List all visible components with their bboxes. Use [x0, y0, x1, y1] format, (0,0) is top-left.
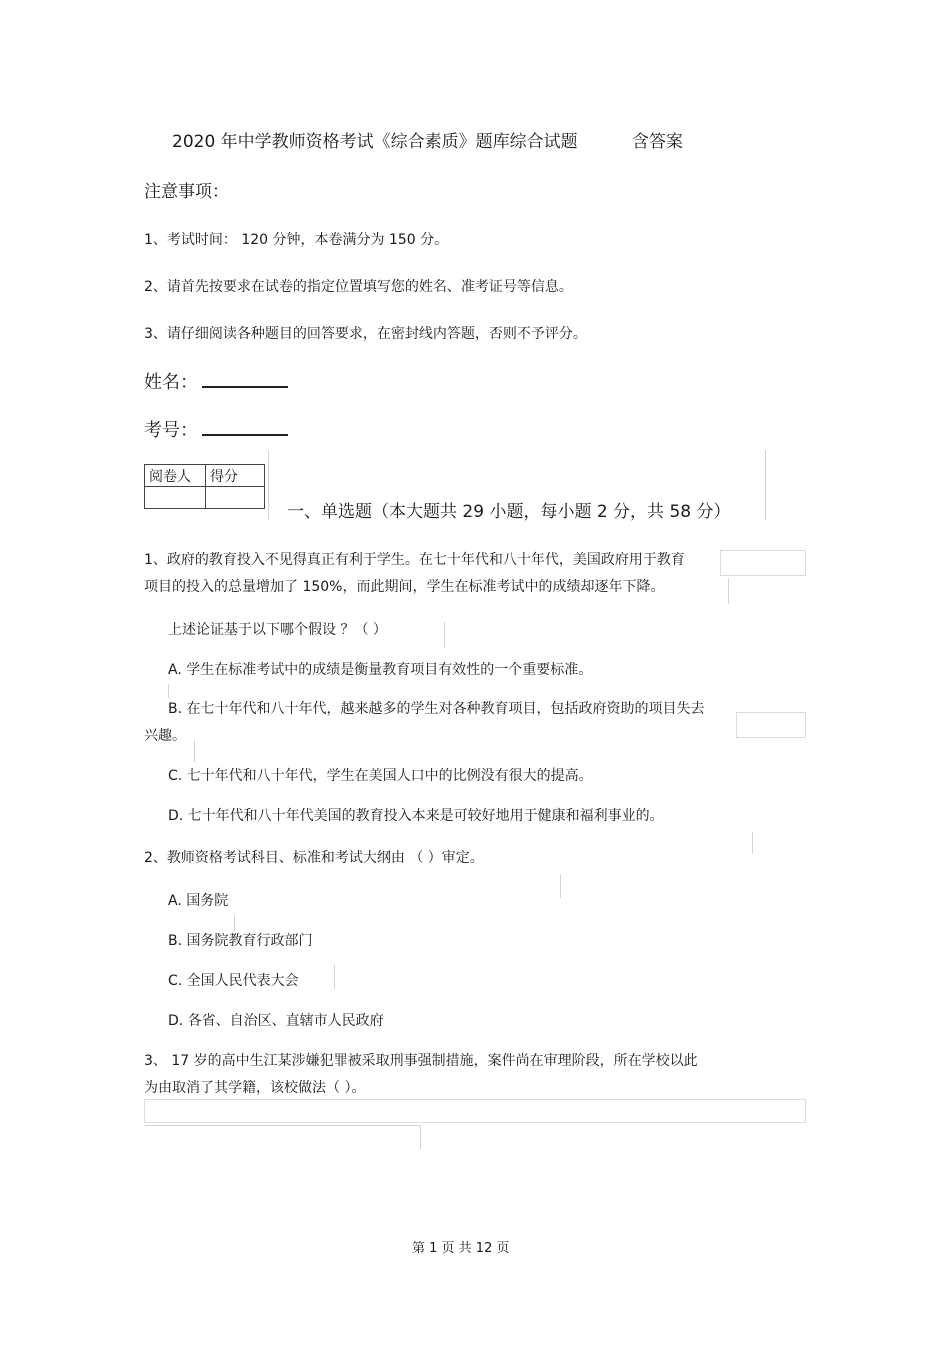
- score-table-cell-score[interactable]: [206, 487, 265, 509]
- page-footer: 第 1 页 共 12 页: [412, 1241, 510, 1256]
- q1-prompt: 上述论证基于以下哪个假设 ？（ ）: [168, 622, 387, 638]
- decor-line: [560, 874, 561, 898]
- page-title: 2020 年中学教师资格考试《综合素质》题库综合试题: [172, 132, 578, 152]
- q3-stem-line2: 为由取消了其学籍，该校做法（ ）。: [144, 1080, 366, 1096]
- notice-item-3: 3、请仔细阅读各种题目的回答要求，在密封线内答题，否则不予评分。: [144, 326, 587, 342]
- exam-no-label: 考号：: [144, 420, 198, 441]
- exam-no-blank[interactable]: [202, 434, 288, 436]
- score-table-header-score: 得分: [206, 465, 265, 487]
- decor-line: [420, 1125, 421, 1149]
- decor-line: [752, 832, 753, 854]
- decor-line: [144, 1125, 420, 1126]
- decor-box: [736, 712, 806, 738]
- name-blank[interactable]: [202, 386, 288, 388]
- decor-line: [194, 740, 195, 762]
- decor-line: [234, 915, 235, 931]
- decor-line: [334, 965, 335, 989]
- q2-option-c[interactable]: C. 全国人民代表大会: [168, 973, 299, 989]
- decor-line: [268, 450, 269, 520]
- q1-option-b-line1[interactable]: B. 在七十年代和八十年代，越来越多的学生对各种教育项目，包括政府资助的项目失去: [168, 701, 705, 717]
- q1-option-d[interactable]: D. 七十年代和八十年代美国的教育投入本来是可较好地用于健康和福利事业的。: [168, 808, 664, 824]
- decor-line: [168, 684, 169, 698]
- score-table-cell-grader[interactable]: [145, 487, 206, 509]
- q2-option-a[interactable]: A. 国务院: [168, 893, 229, 909]
- page-title-suffix: 含答案: [632, 132, 683, 152]
- q2-stem: 2、教师资格考试科目、标准和考试大纲由 （ ）审定。: [144, 850, 484, 866]
- notice-heading: 注意事项：: [144, 182, 229, 202]
- decor-line: [728, 578, 729, 604]
- score-table-header-grader: 阅卷人: [145, 465, 206, 487]
- decor-box: [144, 1099, 806, 1123]
- q1-stem-line2: 项目的投入的总量增加了 150%，而此期间，学生在标准考试中的成绩却逐年下降。: [144, 579, 665, 595]
- notice-item-1: 1、考试时间： 120 分钟，本卷满分为 150 分。: [144, 232, 449, 248]
- notice-item-2: 2、请首先按要求在试卷的指定位置填写您的姓名、准考证号等信息。: [144, 279, 573, 295]
- decor-line: [765, 450, 766, 520]
- q1-option-a[interactable]: A. 学生在标准考试中的成绩是衡量教育项目有效性的一个重要标准。: [168, 662, 593, 678]
- name-label: 姓名：: [144, 372, 198, 393]
- q2-option-b[interactable]: B. 国务院教育行政部门: [168, 933, 313, 949]
- q1-option-c[interactable]: C. 七十年代和八十年代，学生在美国人口中的比例没有很大的提高。: [168, 768, 593, 784]
- q1-option-b-line2[interactable]: 兴趣。: [144, 728, 186, 744]
- q1-stem-line1: 1、政府的教育投入不见得真正有利于学生。在七十年代和八十年代，美国政府用于教育: [144, 552, 685, 568]
- decor-box: [720, 550, 806, 576]
- score-table: [144, 464, 265, 509]
- q3-stem-line1: 3、 17 岁的高中生江某涉嫌犯罪被采取刑事强制措施，案件尚在审理阶段，所在学校以此: [144, 1053, 698, 1069]
- section-heading: 一、单选题（本大题共 29 小题，每小题 2 分，共 58 分）: [287, 502, 731, 522]
- q2-option-d[interactable]: D. 各省、自治区、直辖市人民政府: [168, 1013, 384, 1029]
- decor-line: [444, 622, 445, 648]
